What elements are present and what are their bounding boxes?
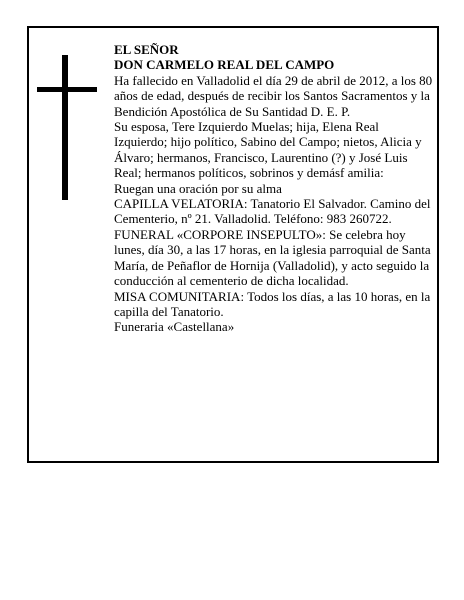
notice-paragraph-mass: MISA COMUNITARIA: Todos los días, a las 10 horas, en la capilla del Tanatorio. bbox=[114, 288, 431, 319]
notice-paragraph-family: Su esposa, Tere Izquierdo Muelas; hija, Elena Real Izquierdo; hijo político, Sabino del Campo; nietos, Alicia y Álvaro; hermanos, Francisco, Laurentino (?) y José Luis Real; hermanos políticos, sobrinos y demásf amilia: bbox=[114, 119, 422, 181]
cross-icon bbox=[37, 55, 97, 200]
notice-paragraph-funeral-home: Funeraria «Castellana» bbox=[114, 319, 235, 335]
notice-text bbox=[114, 42, 434, 335]
obituary-notice bbox=[27, 26, 439, 463]
notice-title-line1: EL SEÑOR bbox=[114, 42, 179, 57]
notice-paragraph-death: Ha fallecido en Valladolid el día 29 de abril de 2012, a los 80 años de edad, después de recibir los Santos Sacramentos y la Bendición Apostólica de Su Santidad D. E. P. bbox=[114, 72, 433, 119]
notice-paragraph-prayer: Ruegan una oración por su alma bbox=[114, 180, 282, 196]
notice-paragraph-chapel: CAPILLA VELATORIA: Tanatorio El Salvador. Camino del Cementerio, nº 21. Valladolid. Teléfono: 983 260722. bbox=[114, 196, 431, 227]
notice-paragraph-funeral: FUNERAL «CORPORE INSEPULTO»: Se celebra hoy lunes, día 30, a las 17 horas, en la iglesia parroquial de Santa María, de Peñaflor de Hornija (Valladolid), y acto seguido la conducción al cementerio de dicha localidad. bbox=[114, 226, 431, 289]
cross-vertical-bar bbox=[62, 55, 68, 200]
cross-horizontal-bar bbox=[37, 87, 97, 92]
notice-title-line2: DON CARMELO REAL DEL CAMPO bbox=[114, 57, 335, 73]
